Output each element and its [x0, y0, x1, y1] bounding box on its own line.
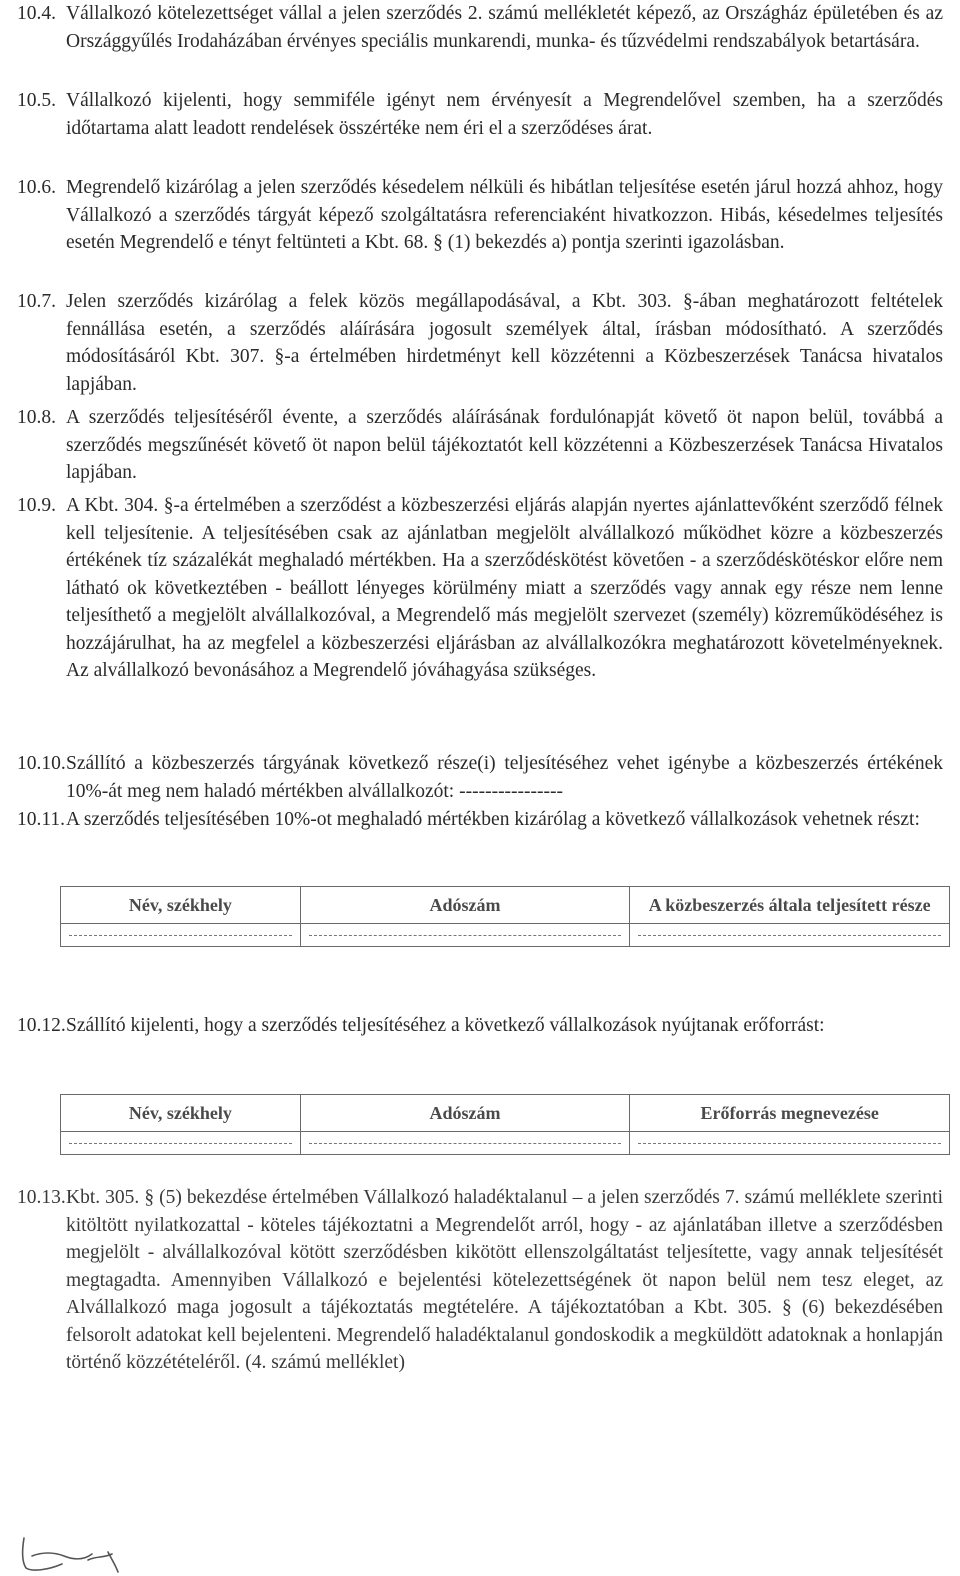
handwritten-initials — [18, 1530, 128, 1574]
paragraph-number: 10.10. — [17, 753, 66, 774]
paragraph-text: Vállalkozó kijelenti, hogy semmiféle igényt nem érvényesít a Megrendelővel szemben, ha a szerződés időtartama alatt leadott rendelések összértéke nem éri el a szerződéses árat. — [66, 90, 943, 139]
dash-line — [69, 935, 292, 936]
empty-cell — [300, 924, 630, 947]
dash-line — [309, 1143, 622, 1144]
paragraph-text: Megrendelő kizárólag a jelen szerződés késedelem nélküli és hibátlan teljesítése esetén járul hozzá ahhoz, hogy Vállalkozó a szerződés tárgyát képező szolgáltatásra referenciaként hivatkozzon. Hibás, késedelmes teljesítés esetén Megrendelő e tényt feltünteti a Kbt. 68. § (1) bekezdés a) pontja szerinti igazolásban. — [66, 177, 943, 253]
paragraph-number: 10.13. — [17, 1187, 66, 1208]
column-header-resource: Erőforrás megnevezése — [630, 1095, 950, 1132]
table-row — [61, 1132, 950, 1155]
paragraph-10-10 — [17, 750, 943, 805]
paragraph-10-11 — [17, 806, 943, 834]
paragraph-text: Szállító a közbeszerzés tárgyának következő része(i) teljesítéséhez vehet igénybe a közbeszerzés értékének 10%-át meg nem haladó mértékben alvállalkozót: ---------------- — [66, 753, 943, 802]
paragraph-number: 10.8. — [17, 407, 56, 428]
column-header-name: Név, székhely — [61, 887, 301, 924]
paragraph-text: Vállalkozó kötelezettséget vállal a jelen szerződés 2. számú mellékletét képező, az Országház épületében és az Országgyűlés Irodaházában érvényes speciális munkarendi, munka- és tűzvédelmi rendszabályok betartására. — [66, 3, 943, 52]
paragraph-number: 10.4. — [17, 3, 56, 24]
paragraph-number: 10.12. — [17, 1015, 66, 1036]
paragraph-number: 10.7. — [17, 291, 56, 312]
empty-cell — [61, 924, 301, 947]
dash-line — [638, 1143, 941, 1144]
paragraph-text: A szerződés teljesítéséről évente, a szerződés aláírásának fordulónapját követő öt napon belül, továbbá a szerződés megszűnését követő öt napon belül tájékoztatót kell közzétenni a Közbeszerzések Tanácsa Hivatalos lapjában. — [66, 407, 943, 483]
paragraph-text: Kbt. 305. § (5) bekezdése értelmében Vállalkozó haladéktalanul – a jelen szerződés 7. számú melléklete szerinti kitöltött nyilatkozattal - köteles tájékoztatni a Megrendelőt arról, hogy - az ajánlatában illetve a szerződésben megjelölt - alvállalkozóval kötött szerződésben kikötött ellenszolgáltatást teljesítette, vagy annak teljesítését megtagadta. Amennyiben Vállalkozó e bejelentési kötelezettségének öt napon belül nem tesz eleget, az Alvállalkozó maga jogosult a tájékoztatás megtételére. A tájékoztatóban a Kbt. 305. § (6) bekezdésében felsorolt adatokat kell bejelenteni. Megrendelő haladéktalanul gondoskodik a megküldött adatoknak a honlapján történő közzétételéről. (4. számú melléklet) — [66, 1187, 943, 1373]
empty-cell — [630, 1132, 950, 1155]
paragraph-text: A Kbt. 304. §-a értelmében a szerződést a közbeszerzési eljárás alapján nyertes ajánlattevőként szerződő félnek kell teljesítenie. A teljesítésében csak az ajánlatban megjelölt alvállalkozó működhet közre a közbeszerzés értékének tíz százalékát meghaladó mértékben. Ha a szerződéskötést követően - a szerződéskötéskor előre nem látható ok következtében - beállott lényeges körülmény miatt a szerződés vagy annak egy része nem lenne teljesíthető a megjelölt alvállalkozóval, a Megrendelő más megjelölt szervezet (személy) közreműködéséhez is hozzájárulhat, ha az megfelel a közbeszerzési eljárásban az alvállalkozókra meghatározott követelményeknek. Az alvállalkozó bevonásához a Megrendelő jóváhagyása szükséges. — [66, 495, 943, 681]
paragraph-text: A szerződés teljesítésében 10%-ot meghaladó mértékben kizárólag a következő vállalkozások vehetnek részt: — [66, 809, 920, 830]
paragraph-number: 10.5. — [17, 90, 56, 111]
paragraph-10-7 — [17, 288, 943, 398]
paragraph-10-13 — [17, 1184, 943, 1377]
paragraph-number: 10.11. — [17, 809, 66, 830]
dash-line — [638, 935, 941, 936]
table-row — [61, 924, 950, 947]
paragraph-10-9 — [17, 492, 943, 685]
paragraph-10-5 — [17, 87, 943, 142]
empty-cell — [61, 1132, 301, 1155]
paragraph-text: Szállító kijelenti, hogy a szerződés teljesítéséhez a következő vállalkozások nyújtanak erőforrást: — [66, 1015, 825, 1036]
subcontractor-table — [60, 886, 950, 947]
paragraph-number: 10.6. — [17, 177, 56, 198]
column-header-tax-number: Adószám — [300, 1095, 630, 1132]
column-header-part: A közbeszerzés általa teljesített része — [630, 887, 950, 924]
column-header-tax-number: Adószám — [300, 887, 630, 924]
empty-cell — [630, 924, 950, 947]
paragraph-number: 10.9. — [17, 495, 56, 516]
paragraph-text: Jelen szerződés kizárólag a felek közös megállapodásával, a Kbt. 303. §-ában meghatározott feltételek fennállása esetén, a szerződés aláírására jogosult személyek által, írásban módosítható. A szerződés módosításáról Kbt. 307. §-a értelmében hirdetményt kell közzétenni a Közbeszerzések Tanácsa hivatalos lapjában. — [66, 291, 943, 395]
dash-line — [309, 935, 622, 936]
paragraph-10-6 — [17, 174, 943, 257]
paragraph-10-8 — [17, 404, 943, 487]
paragraph-10-12 — [17, 1012, 943, 1040]
column-header-name: Név, székhely — [61, 1095, 301, 1132]
empty-cell — [300, 1132, 630, 1155]
paragraph-10-4 — [17, 0, 943, 55]
dash-line — [69, 1143, 292, 1144]
resource-table — [60, 1094, 950, 1155]
